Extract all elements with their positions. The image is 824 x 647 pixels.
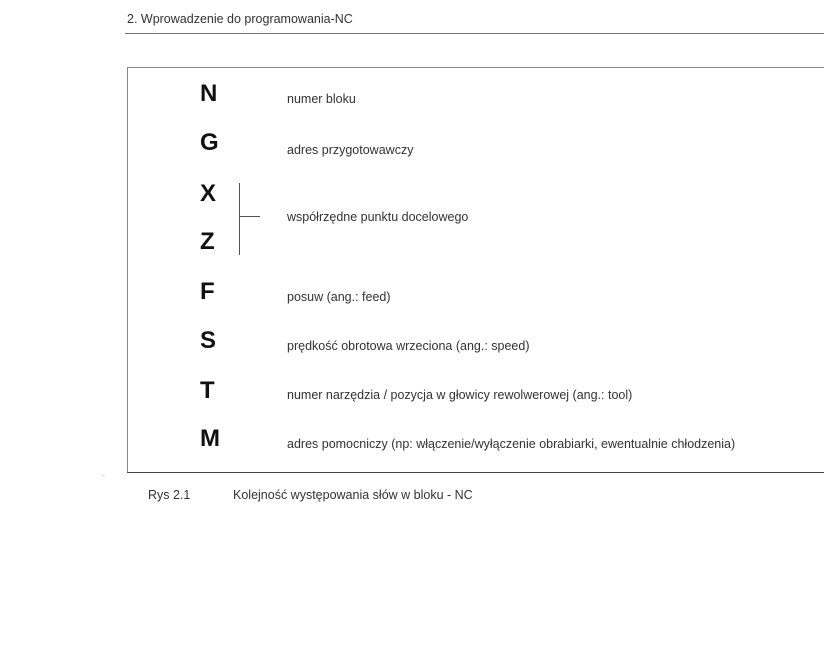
address-desc-g: adres przygotowawczy (287, 143, 414, 157)
address-letter-t: T (200, 377, 215, 404)
address-letter-m: M (200, 425, 220, 452)
caption-text: Kolejność występowania słów w bloku - NC (233, 488, 473, 502)
header-title: 2. Wprowadzenie do programowania-NC (127, 12, 353, 26)
address-desc-xz: współrzędne punktu docelowego (287, 210, 469, 224)
address-letter-n: N (200, 80, 218, 107)
frame-top-rule (127, 67, 824, 68)
address-desc-n: numer bloku (287, 92, 356, 106)
address-desc-m: adres pomocniczy (np: włączenie/wyłączenie obrabiarki, ewentualnie chłodzenia) (287, 437, 736, 451)
margin-mark: - (102, 470, 105, 480)
xz-bracket-vertical (239, 183, 240, 255)
frame-bottom-rule (127, 472, 824, 473)
header-rule (125, 33, 824, 34)
xz-bracket-tick (240, 216, 260, 217)
address-letter-s: S (200, 327, 217, 354)
address-letter-x: X (200, 180, 217, 207)
address-desc-s: prędkość obrotowa wrzeciona (ang.: speed) (287, 339, 530, 353)
frame-left-rule (127, 67, 128, 472)
address-desc-t: numer narzędzia / pozycja w głowicy rewolwerowej (ang.: tool) (287, 388, 633, 402)
address-letter-f: F (200, 278, 215, 305)
address-letter-z: Z (200, 228, 215, 255)
caption-label: Rys 2.1 (148, 488, 191, 502)
address-desc-f: posuw (ang.: feed) (287, 290, 391, 304)
address-letter-g: G (200, 129, 219, 156)
